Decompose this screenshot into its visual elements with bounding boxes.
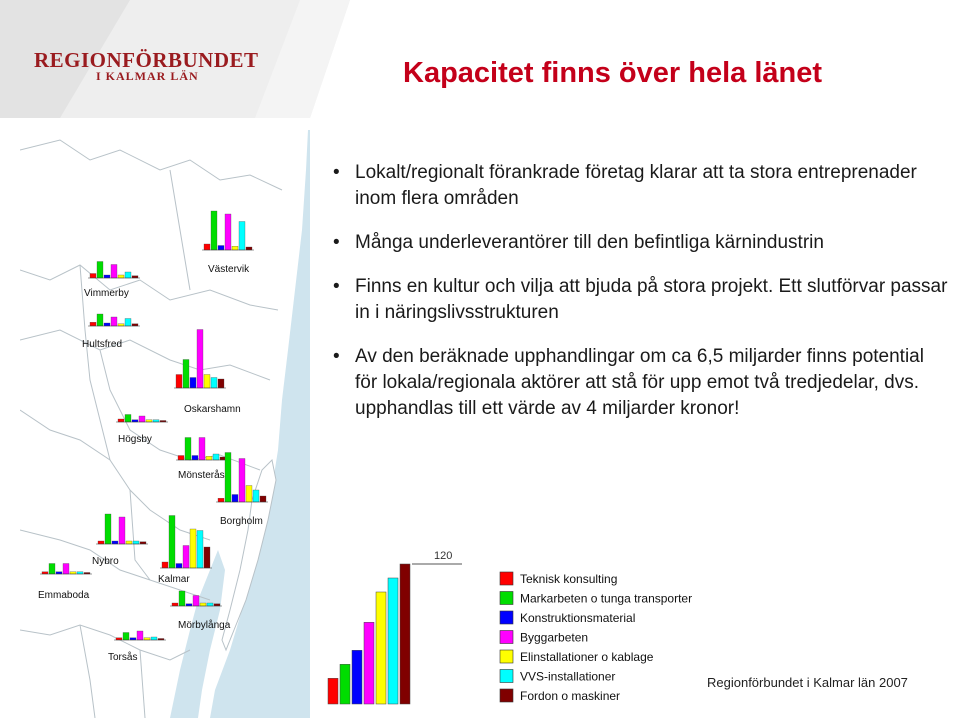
map-bar xyxy=(193,596,199,607)
municipality-label: Västervik xyxy=(208,264,250,275)
legend-bar xyxy=(328,678,338,704)
map-bar xyxy=(104,323,110,326)
map-bar xyxy=(260,496,266,502)
bullet-symbol: • xyxy=(333,276,340,297)
map-bar xyxy=(232,495,238,503)
map-bar xyxy=(246,486,252,503)
map-bar xyxy=(183,360,189,389)
map-bar xyxy=(119,517,125,544)
legend-label: Teknisk konsulting xyxy=(520,572,618,586)
legend-swatch xyxy=(500,650,513,663)
map-bar xyxy=(144,638,150,640)
municipality-label: Högsby xyxy=(118,434,152,445)
municipality-label: Hultsfred xyxy=(82,339,123,350)
legend-swatch xyxy=(500,689,513,702)
map-bar xyxy=(190,529,196,568)
map-bar xyxy=(213,454,219,460)
map-bar xyxy=(162,562,168,568)
legend-label: Konstruktionsmaterial xyxy=(520,611,636,625)
municipality-label: Borgholm xyxy=(220,516,263,527)
map-bar xyxy=(204,547,210,568)
municipality-label: Oskarshamn xyxy=(184,404,241,415)
map-bar xyxy=(98,541,104,544)
map-bar xyxy=(225,453,231,503)
kalmar-county-map xyxy=(20,130,310,718)
municipality-label: Vimmerby xyxy=(84,288,129,299)
map-bar xyxy=(116,638,122,640)
map-bar xyxy=(118,324,124,326)
category-legend xyxy=(322,544,707,714)
bullet-symbol: • xyxy=(333,346,340,367)
map-bar xyxy=(218,379,224,388)
bullet-item xyxy=(333,160,948,212)
map-bar xyxy=(90,274,96,279)
map-bar xyxy=(211,211,217,250)
bullet-item xyxy=(333,274,948,326)
map-bar xyxy=(218,246,224,251)
map-bar xyxy=(111,317,117,326)
map-bar xyxy=(90,322,96,326)
map-bar xyxy=(253,490,259,502)
legend-bar xyxy=(352,650,362,704)
map-bar xyxy=(206,456,212,460)
map-bar xyxy=(125,415,131,423)
municipality-label: Mönsterås xyxy=(178,470,225,481)
map-bar xyxy=(125,319,131,327)
map-bar xyxy=(207,603,213,606)
map-bar xyxy=(146,420,152,422)
map-bar xyxy=(176,375,182,389)
map-bar xyxy=(246,247,252,250)
legend-label: Byggarbeten xyxy=(520,630,589,645)
map-bar xyxy=(97,262,103,279)
municipality-label: Nybro xyxy=(92,556,119,567)
map-bar xyxy=(199,438,205,461)
map-bar xyxy=(42,572,48,574)
municipality-label: Emmaboda xyxy=(38,590,90,601)
map-bar xyxy=(192,456,198,461)
map-bar xyxy=(169,516,175,569)
map-bar xyxy=(183,546,189,569)
map-bar xyxy=(112,541,118,544)
map-bar xyxy=(132,276,138,278)
footer-text: Regionförbundet i Kalmar län 2007 xyxy=(707,675,908,690)
map-bar xyxy=(97,314,103,326)
logo-text: REGIONFÖRBUNDET xyxy=(34,48,259,72)
legend-swatch xyxy=(500,670,513,683)
map-bar xyxy=(125,272,131,278)
map-bar xyxy=(204,244,210,250)
map-bar xyxy=(56,572,62,574)
legend-axis-label: 120 xyxy=(434,550,453,562)
map-bar xyxy=(197,531,203,569)
map-bar xyxy=(105,514,111,544)
map-bar xyxy=(139,416,145,422)
map-bar xyxy=(232,246,238,250)
map-bar xyxy=(218,498,224,502)
map-bar xyxy=(178,456,184,461)
map-bar xyxy=(111,265,117,279)
map-bar xyxy=(239,459,245,503)
bullet-item xyxy=(333,344,948,422)
legend-bar xyxy=(400,564,410,704)
map-bar xyxy=(186,604,192,606)
municipality-label: Torsås xyxy=(108,652,138,663)
map-bar xyxy=(151,637,157,640)
legend-swatch xyxy=(500,572,513,585)
legend-label: Fordon o maskiner xyxy=(520,689,621,703)
map-bar xyxy=(239,222,245,251)
map-bar xyxy=(132,324,138,326)
map-bar xyxy=(49,564,55,575)
map-bar xyxy=(126,541,132,544)
map-bar xyxy=(130,638,136,640)
map-bar xyxy=(176,564,182,569)
municipality-label: Mörbylånga xyxy=(178,620,231,631)
legend-label: Markarbeten o tunga transporter xyxy=(520,591,693,606)
map-bar xyxy=(123,633,129,641)
map-bar xyxy=(172,603,178,606)
map-bar xyxy=(214,604,220,606)
legend-swatch xyxy=(500,631,513,644)
map-bar xyxy=(197,330,203,389)
bullet-text: Av den beräknade upphandlingar om ca 6,5 miljarder finns potential för lokala/regionala aktörer att stå för upp emot två tredjedelar, dvs. upphandlas till ett värde av 4 miljarder kronor! xyxy=(355,346,924,419)
map-bar xyxy=(104,275,110,278)
map-bar xyxy=(118,419,124,422)
map-bar xyxy=(118,275,124,278)
logo-subtext: I KALMAR LÄN xyxy=(96,69,199,83)
map-bar xyxy=(77,572,83,574)
map-bar xyxy=(63,564,69,575)
bullet-text: Lokalt/regionalt förankrade företag klarar att ta stora entreprenader inom flera områden xyxy=(355,162,917,209)
map-bar xyxy=(190,378,196,389)
map-bar xyxy=(133,541,139,544)
legend-bar xyxy=(376,592,386,704)
map-bar xyxy=(211,378,217,389)
bullet-item xyxy=(333,230,948,256)
map-bar xyxy=(179,591,185,606)
legend-bar xyxy=(388,578,398,704)
bullet-symbol: • xyxy=(333,232,340,253)
legend-bar xyxy=(364,622,374,704)
map-bar xyxy=(132,420,138,422)
legend-bar xyxy=(340,664,350,704)
legend-swatch xyxy=(500,611,513,624)
legend-label: Elinstallationer o kablage xyxy=(520,650,654,664)
map-bar xyxy=(204,375,210,389)
bullet-text: Många underleverantörer till den befintliga kärnindustrin xyxy=(355,232,824,253)
map-bar xyxy=(225,214,231,250)
map-bar xyxy=(153,420,159,422)
map-bar xyxy=(185,438,191,461)
map-bar xyxy=(70,572,76,574)
municipality-label: Kalmar xyxy=(158,574,190,585)
map-bar xyxy=(140,542,146,544)
legend-label: VVS-installationer xyxy=(520,669,616,684)
slide-title: Kapacitet finns över hela länet xyxy=(403,57,823,89)
bullet-text: Finns en kultur och vilja att bjuda på stora projekt. Ett slutförvar passar in i näringslivsstrukturen xyxy=(355,276,948,323)
bullet-symbol: • xyxy=(333,162,340,183)
map-bar xyxy=(137,631,143,640)
map-bar xyxy=(200,603,206,606)
bullet-list xyxy=(333,160,948,440)
legend-swatch xyxy=(500,592,513,605)
